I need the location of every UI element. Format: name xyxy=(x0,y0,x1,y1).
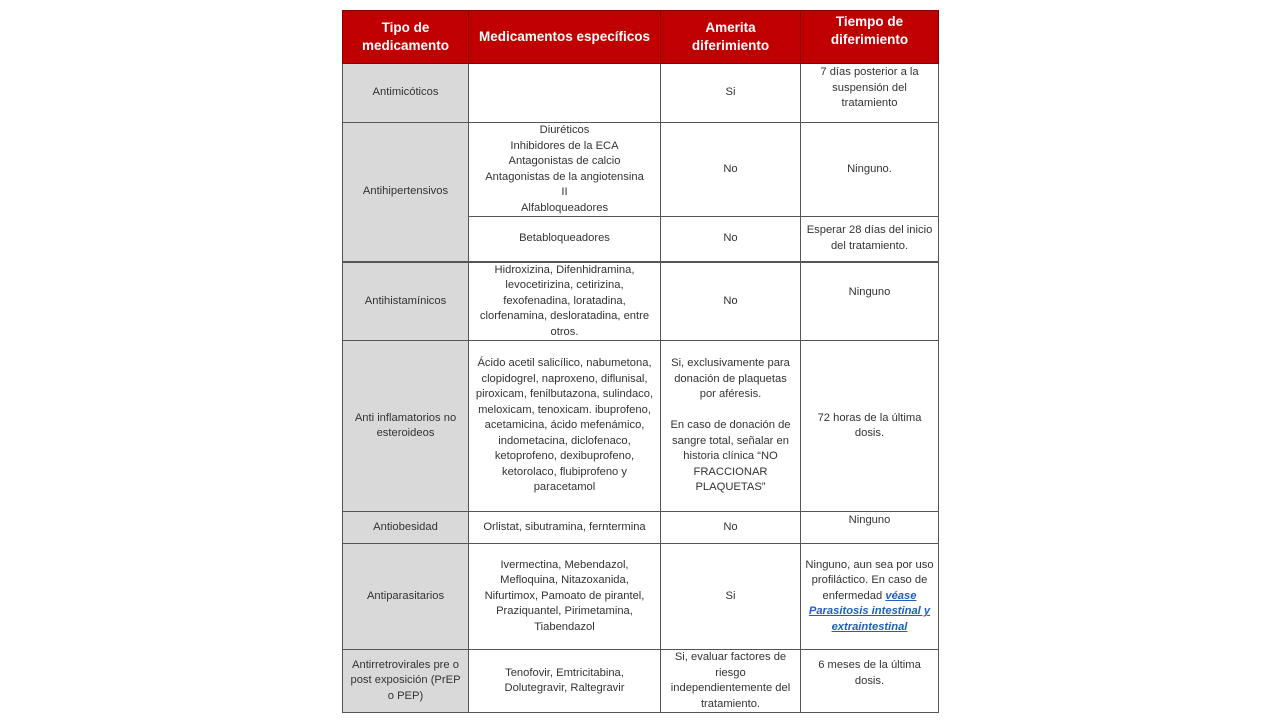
medication-line: Antagonistas de calcio xyxy=(508,155,621,167)
table-row xyxy=(343,650,939,713)
medications-cell xyxy=(469,123,661,217)
medications-cell: Betabloqueadores xyxy=(469,217,661,262)
deferral-time-cell: 72 horas de la última dosis. xyxy=(801,341,939,512)
deferral-time-text: Ninguno, aun sea por uso profiláctico. En caso de enfermedad xyxy=(805,558,934,602)
requires-deferral-cell: Si, evaluar factores de riesgo independientemente del tratamiento. xyxy=(661,650,801,713)
table-row xyxy=(343,262,939,341)
medication-type-cell: Antimicóticos xyxy=(343,64,469,123)
medication-deferral-table-container xyxy=(342,10,939,713)
medications-cell: Hidroxizina, Difenhidramina, levocetirizina, cetirizina, fexofenadina, loratadina, clorfenamina, desloratadina, entre otros. xyxy=(469,262,661,341)
deferral-note-whole-blood: En caso de donación de sangre total, señalar en historia clínica “NO FRACCIONAR PLAQUETAS” xyxy=(670,419,791,494)
deferral-time-cell: Ninguno xyxy=(801,262,939,341)
requires-deferral-cell: Si xyxy=(661,64,801,123)
requires-deferral-cell: No xyxy=(661,123,801,217)
requires-deferral-cell: No xyxy=(661,262,801,341)
medication-type-cell: Antihistamínicos xyxy=(343,262,469,341)
medication-type-cell: Antirretrovirales pre o post exposición (PrEP o PEP) xyxy=(343,650,469,713)
medication-type-cell: Anti inflamatorios no esteroideos xyxy=(343,341,469,512)
header-specific-medications: Medicamentos específicos xyxy=(469,11,661,64)
medications-cell: Ivermectina, Mebendazol, Mefloquina, Nitazoxanida, Nifurtimox, Pamoato de pirantel, Praziquantel, Pirimetamina, Tiabendazol xyxy=(469,544,661,650)
medication-type-cell: Antihipertensivos xyxy=(343,123,469,262)
deferral-time-cell: Esperar 28 días del inicio del tratamiento. xyxy=(801,217,939,262)
requires-deferral-cell xyxy=(661,341,801,512)
paragraph-gap xyxy=(665,403,796,419)
medication-type-cell: Antiobesidad xyxy=(343,512,469,544)
header-medication-type: Tipo de medicamento xyxy=(343,11,469,64)
deferral-time-cell: Ninguno. xyxy=(801,123,939,217)
medication-line: Antagonistas de la angiotensina xyxy=(485,170,644,183)
medications-cell xyxy=(469,64,661,123)
table-row xyxy=(343,341,939,512)
deferral-note-platelets: Si, exclusivamente para donación de plaquetas por aféresis. xyxy=(671,357,790,401)
medications-cell: Orlistat, sibutramina, ferntermina xyxy=(469,512,661,544)
table-header-row xyxy=(343,11,939,64)
parasitosis-reference-link[interactable]: véase Parasitosis intestinal y extraintestinal xyxy=(808,589,931,633)
medication-deferral-table xyxy=(342,10,939,713)
medication-line: Inhibidores de la ECA xyxy=(510,139,619,152)
deferral-time-cell: 7 días posterior a la suspensión del tratamiento xyxy=(801,64,939,123)
header-deferral-time: Tiempo de diferimiento xyxy=(801,11,939,64)
header-requires-deferral: Amerita diferimiento xyxy=(661,11,801,64)
deferral-time-cell: Ninguno xyxy=(801,512,939,544)
medication-line: II xyxy=(561,186,568,198)
medication-line: Diuréticos xyxy=(539,124,590,136)
requires-deferral-cell: No xyxy=(661,217,801,262)
deferral-time-cell: 6 meses de la última dosis. xyxy=(801,650,939,713)
medication-type-cell: Antiparasitarios xyxy=(343,544,469,650)
medications-cell: Tenofovir, Emtricitabina, Dolutegravir, Raltegravir xyxy=(469,650,661,713)
table-row xyxy=(343,123,939,217)
table-row xyxy=(343,64,939,123)
requires-deferral-cell: Si xyxy=(661,544,801,650)
deferral-time-cell xyxy=(801,544,939,650)
medication-line: Alfabloqueadores xyxy=(520,201,609,214)
table-row xyxy=(343,544,939,650)
table-row xyxy=(343,512,939,544)
medications-cell: Ácido acetil salicílico, nabumetona, clopidogrel, naproxeno, diflunisal, piroxicam, fenilbutazona, sulindaco, meloxicam, tenoxicam. ibuprofeno, acetamicina, ácido mefenámico, indometacina, diclofenaco, ketoprofeno, dexibuprofeno, ketorolaco, flubiprofeno y paracetamol xyxy=(469,341,661,512)
requires-deferral-cell: No xyxy=(661,512,801,544)
